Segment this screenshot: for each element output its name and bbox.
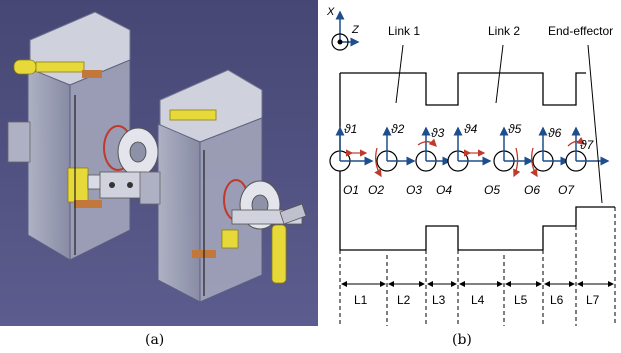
section-dividers: [340, 207, 615, 326]
callouts: [388, 24, 613, 203]
joint-3-origin: O3: [406, 183, 423, 197]
axis-x-label: X: [327, 6, 335, 18]
joint-3-theta: ϑ3: [431, 126, 445, 140]
length-label-L7: L7: [586, 293, 600, 307]
joint-5-origin: O5: [484, 183, 501, 197]
length-label-L1: L1: [354, 293, 368, 307]
joint-4-origin: O4: [436, 183, 453, 197]
kinematic-schematic-panel: [318, 0, 621, 326]
yellow-lever: [272, 225, 286, 283]
length-label-L5: L5: [514, 293, 528, 307]
joint-1: [330, 122, 372, 197]
caption-b: (b): [452, 332, 472, 348]
joint-1-theta: ϑ1: [344, 122, 358, 136]
joint-2-origin: O2: [368, 183, 385, 197]
joint-4-theta: ϑ4: [464, 122, 478, 136]
joint-7-origin: O7: [558, 183, 575, 197]
cad-model-panel: [0, 0, 318, 326]
link-2-label: Link 2: [488, 24, 521, 38]
length-labels: [354, 293, 600, 307]
base-frame: [326, 6, 360, 50]
joint-2-theta: ϑ2: [391, 122, 405, 136]
joint-1-origin: O1: [343, 183, 360, 197]
length-label-L4: L4: [471, 293, 485, 307]
end-effector-label: End-effector: [548, 24, 614, 38]
joint-6-origin: O6: [524, 183, 541, 197]
caption-a: (a): [145, 332, 165, 348]
yellow-handle: [14, 60, 36, 74]
joint-6-theta: ϑ6: [548, 126, 562, 140]
axis-z-label: Z: [352, 24, 359, 36]
cad-rendering: [0, 0, 318, 326]
joint-7-theta: ϑ7: [580, 138, 594, 152]
kinematic-diagram: [318, 0, 621, 326]
length-label-L2: L2: [397, 293, 411, 307]
length-label-L3: L3: [432, 293, 446, 307]
length-label-L6: L6: [550, 293, 564, 307]
link-1-label: Link 1: [388, 24, 421, 38]
joint-5-theta: ϑ5: [508, 122, 522, 136]
